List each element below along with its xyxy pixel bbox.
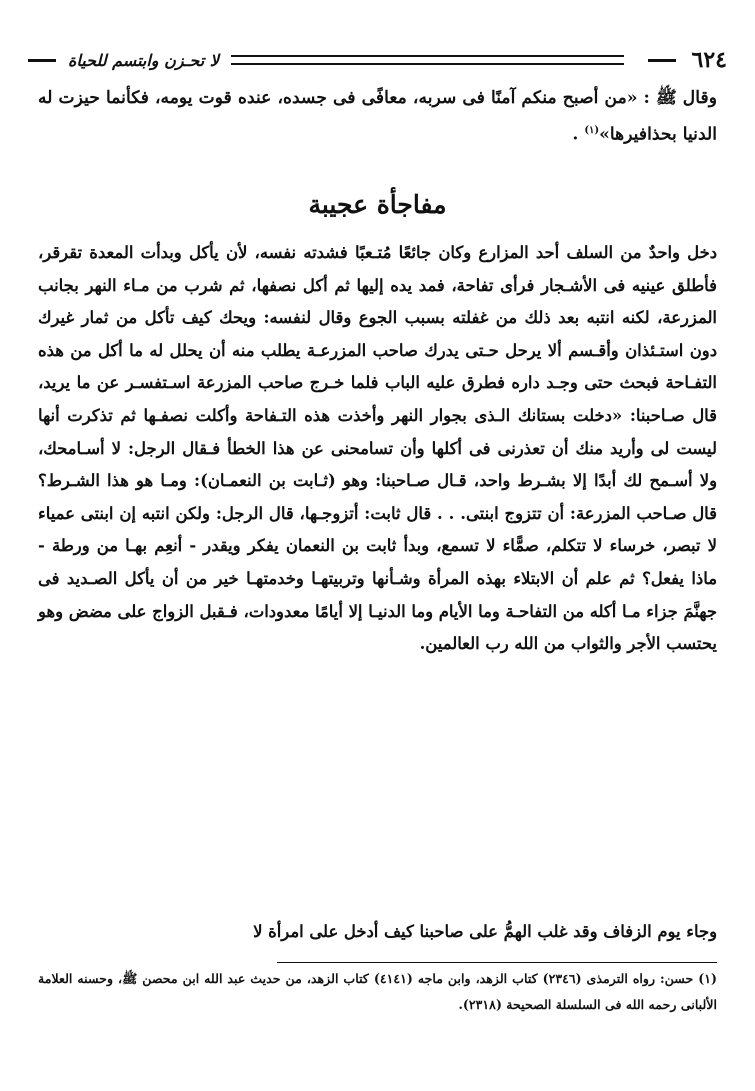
header-dash-end bbox=[28, 59, 56, 62]
intro-hadith bbox=[38, 82, 717, 151]
page-number: ٦٢٤ bbox=[691, 47, 727, 73]
header-rule bbox=[231, 55, 624, 65]
page-header bbox=[28, 44, 727, 76]
intro-text: وقال ﷺ : «من أصبح منكم آمنًا فى سربه، معافًى فى جسده، عنده قوت يومه، فكأنما حيزت له الدنيا بحذافيرها» bbox=[38, 88, 717, 145]
footnote-marker: (١) bbox=[584, 124, 600, 136]
header-dash bbox=[648, 59, 676, 62]
story-paragraph bbox=[38, 237, 717, 661]
intro-end: . bbox=[572, 124, 585, 145]
footnote: (١) حسن: رواه الترمذى (٢٣٤٦) كتاب الزهد، وابن ماجه (٤١٤١) كتاب الزهد، من حديث عبد الله ابن محصن ﷺ، وحسنه العلامة الألبانى رحمه الله فى السلسلة الصحيحة (٢٣١٨). bbox=[38, 971, 717, 1012]
story-text: دخل واحدٌ من السلف أحد المزارع وكان جائعًا مُتـعبًا فشدته نفسه، لأن يأكل وبدأت المعدة تقرقر، فأطلق عينيه فى الأشـجار فرأى تفاحة، فمد يده إليها ثم أكل نصفها، ثم شرب من مـاء النهر بجانب المزرعة، لكنه انتبه بعد ذلك من غفلته بسبب الجوع وقال لنفسه: ويحك كيف تأكل من ثمار غيرك دون استـئذان وأقـسم ألا يرحل حـتى يدرك صاحب المزرعـة يطلب منه أن يحلل له ما أكل من هذه التفـاحة فبحث حتى وجـد داره فطرق عليه الباب فلما خـرج صاحب المزرعة اسـتفسـر عن ما يريد، قال صـاحبنا: «دخلت بستانك الـذى بجوار النهر وأخذت هذه التـفاحة وأكلت نصفـها ثم تذكرت أنها ليست لى وأريد منك أن تعذرنى فى أكلها وأن تسامحنى عن هذا الخطأ فـقال الرجل: لا أسـامحك، ولا أسـمح لك أبدًا إلا بشـرط واحد، قـال صـاحبنا: وهو (ثـابت بن النعمـان): ومـا هو هذا الشـرط؟ قال صـاحب المزرعة: أن تتزوج ابنتى. . . قال ثابت: أتزوجـها، قال الرجل: ولكن انتبه إن ابنتى عمياء لا تبصر، خرساء لا تتكلم، صمًّاء لا تسمع، وبدأ ثابت بن النعمان يفكر ويقدر - أنعِم بهـا من ورطة - ماذا يفعل؟ ثم علم أن الابتلاء بهذه المرأة وشـأنها وتربيتهـا وخدمتهـا خير من أن يأكل الصـديد فى جهنَّمَ جزاء مـا أكله من التفاحـة وما الأيام وما الدنيـا إلا أيامًا معدودات، فـقبل الزواج على مضض وهو يحتسب الأجر والثواب من الله رب العالمين. bbox=[38, 243, 717, 654]
book-title: لا تحـزن وابتسم للحياة bbox=[68, 50, 219, 70]
footnote-divider bbox=[277, 962, 717, 963]
section-title: مفاجأة عجيبة bbox=[308, 190, 447, 219]
continuation-paragraph: وجاء يوم الزفاف وقد غلب الهمُّ على صاحبنا كيف أدخل على امرأة لا bbox=[253, 922, 717, 941]
